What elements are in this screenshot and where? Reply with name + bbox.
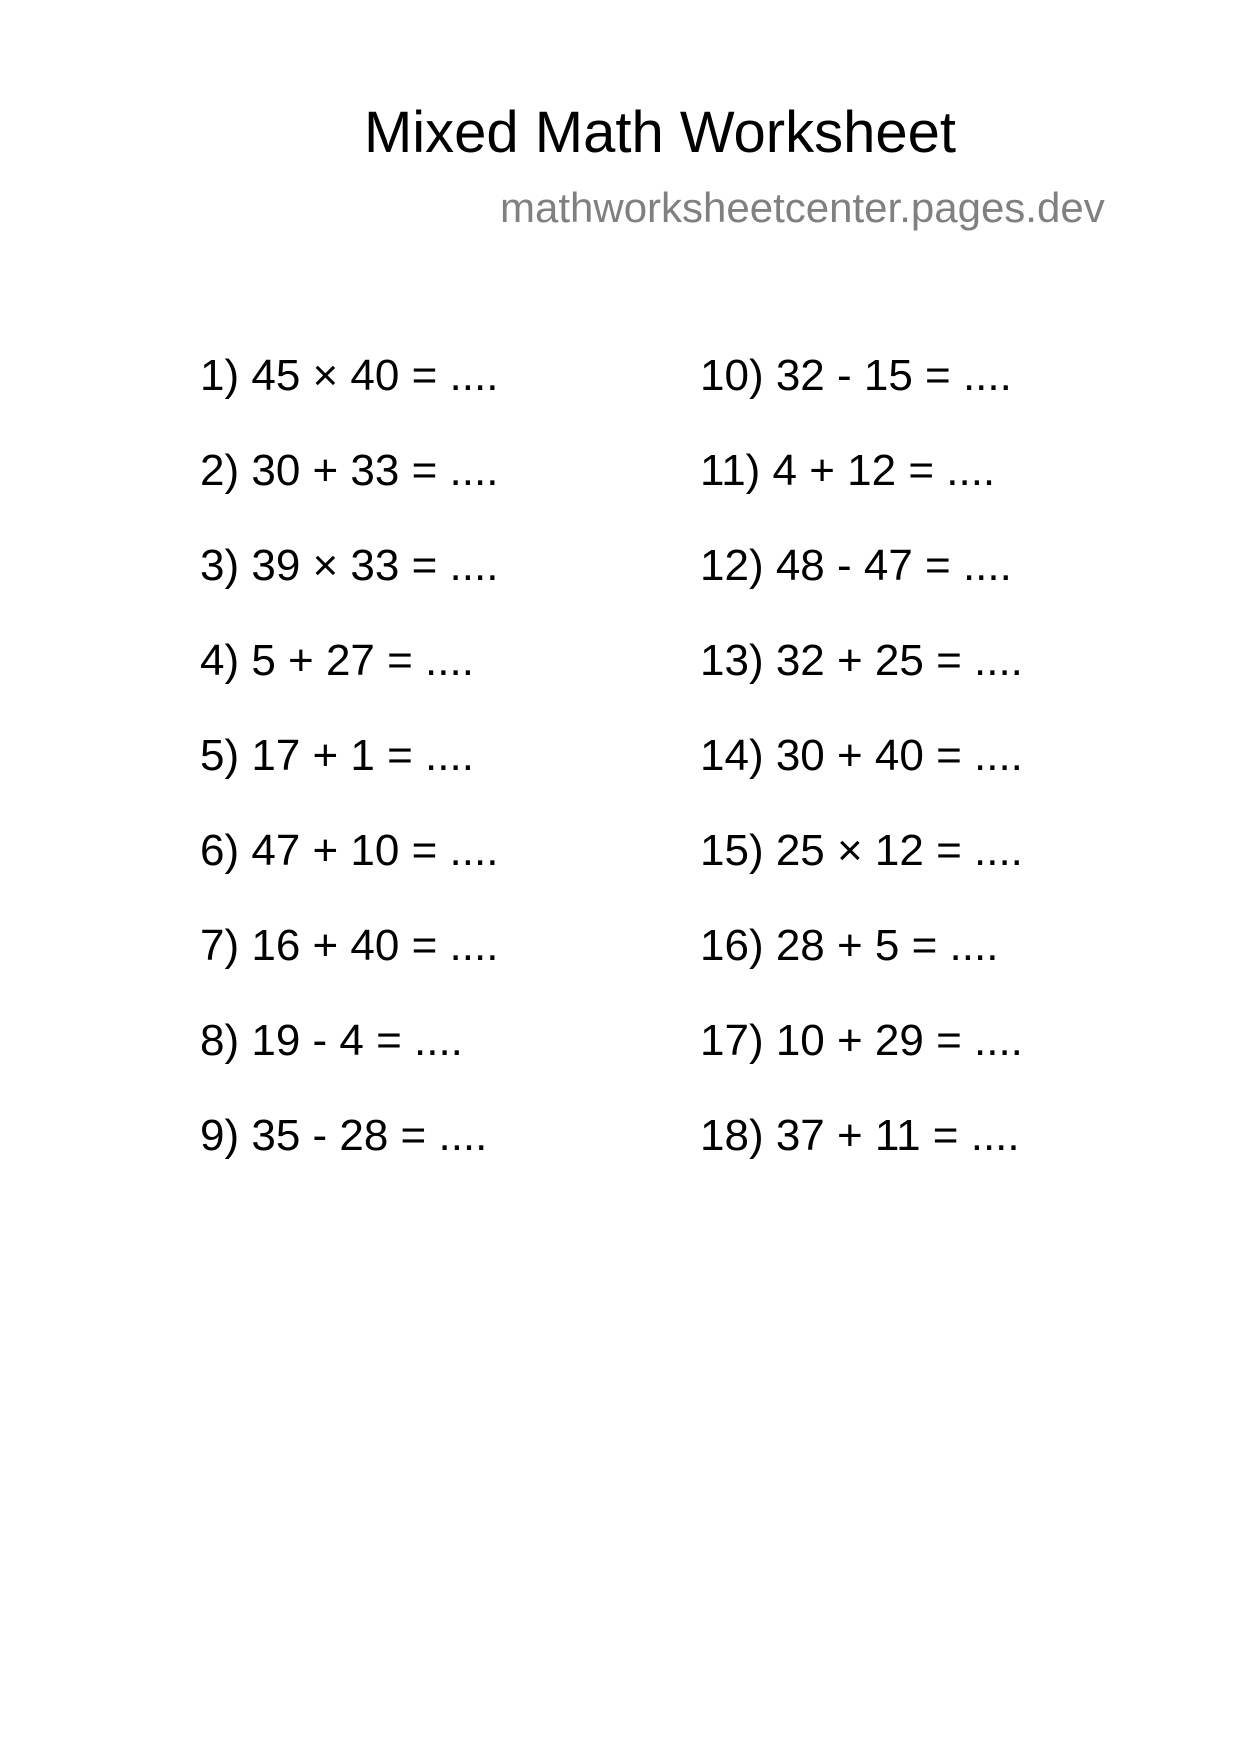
problem-column-left: [200, 351, 498, 1206]
problem-18: 18) 37 + 11 = ....: [700, 1111, 1020, 1160]
problem-5: 5) 17 + 1 = ....: [200, 731, 474, 780]
problem-15: 15) 25 × 12 = ....: [700, 826, 1023, 875]
problem-8: 8) 19 - 4 = ....: [200, 1016, 463, 1065]
problem-14: 14) 30 + 40 = ....: [700, 731, 1023, 780]
problem-10: 10) 32 - 15 = ....: [700, 351, 1012, 400]
problem-6: 6) 47 + 10 = ....: [200, 826, 499, 875]
problem-16: 16) 28 + 5 = ....: [700, 921, 999, 970]
problem-13: 13) 32 + 25 = ....: [700, 636, 1023, 685]
problem-12: 12) 48 - 47 = ....: [700, 541, 1012, 590]
problem-11: 11) 4 + 12 = ....: [700, 446, 996, 495]
problem-17: 17) 10 + 29 = ....: [700, 1016, 1023, 1065]
problem-3: 3) 39 × 33 = ....: [200, 541, 499, 590]
problem-1: 1) 45 × 40 = ....: [200, 351, 499, 400]
problem-2: 2) 30 + 33 = ....: [200, 446, 499, 495]
website-url: mathworksheetcenter.pages.dev: [500, 184, 1105, 231]
problem-column-right: [700, 351, 1023, 1206]
problem-9: 9) 35 - 28 = ....: [200, 1111, 488, 1160]
problem-4: 4) 5 + 27 = ....: [200, 636, 474, 685]
worksheet-title: Mixed Math Worksheet: [363, 100, 957, 165]
problem-7: 7) 16 + 40 = ....: [200, 921, 499, 970]
